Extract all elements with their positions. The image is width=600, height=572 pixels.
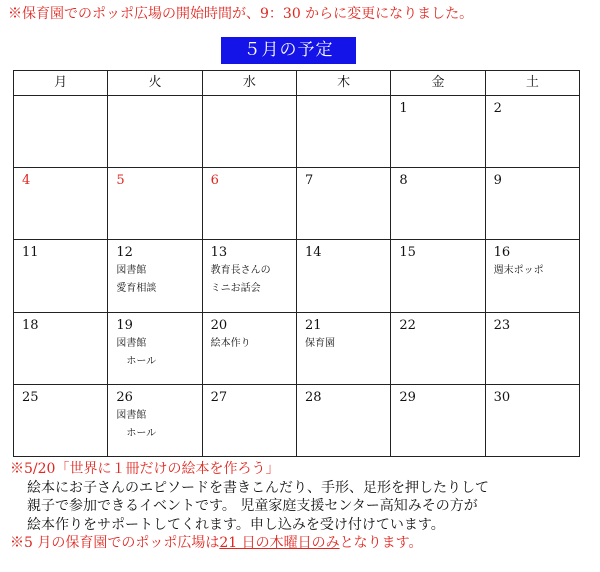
day-number: 28 [304, 389, 322, 405]
weekday-header: 月 [14, 71, 108, 96]
calendar-day-cell [108, 168, 202, 240]
event-notes-heading: ※5/20「世界に１冊だけの絵本を作ろう」 [10, 461, 280, 477]
final-notice-highlight: 21 日の木曜日のみ [219, 535, 340, 551]
event-label: 保育園 [304, 337, 335, 349]
calendar-day-cell [108, 240, 202, 312]
day-number: 8 [399, 173, 408, 189]
event-label: ホール [126, 427, 157, 439]
calendar-day-cell [202, 240, 296, 312]
final-notice [10, 535, 423, 551]
event-label: 愛育相談 [116, 283, 157, 295]
event-label: 週末ポッポ [493, 265, 544, 277]
calendar-day-cell [296, 96, 390, 168]
weekday-header: 火 [108, 71, 202, 96]
calendar-day-cell [485, 96, 579, 168]
event-label: ミニお話会 [210, 283, 261, 295]
day-number: 20 [210, 317, 228, 333]
day-number: 25 [22, 389, 39, 405]
day-number-holiday: 5 [116, 173, 125, 189]
calendar-day-cell [14, 384, 108, 456]
schedule-change-notice: ※保育園でのポッポ広場の開始時間が、9：30 からに変更になりました。 [8, 6, 474, 22]
event-notes-line: 親子で参加できるイベントです。 児童家庭支援センター高知みその方が [27, 498, 478, 514]
calendar-day-cell [202, 168, 296, 240]
day-number: 1 [399, 101, 408, 116]
event-notes-line: 絵本作りをサポートしてくれます。申し込みを受け付けています。 [27, 516, 445, 533]
calendar-day-cell [391, 96, 485, 168]
calendar-day-cell [391, 384, 485, 456]
day-number: 29 [399, 389, 416, 405]
day-number-holiday: 4 [22, 173, 31, 189]
calendar-day-cell [296, 312, 390, 384]
calendar-week-row [14, 384, 580, 456]
day-number: 18 [22, 317, 39, 333]
day-number: 30 [493, 389, 511, 405]
event-label: 図書館 [116, 409, 147, 421]
calendar-day-cell [108, 384, 202, 456]
day-number: 19 [116, 317, 133, 333]
weekday-header-row [14, 71, 580, 96]
weekday-header: 金 [391, 71, 485, 96]
final-notice-prefix: ※5 月の保育園でのポッポ広場は [10, 535, 220, 551]
calendar-week-row [14, 240, 580, 312]
day-number: 23 [493, 317, 511, 333]
calendar-day-cell [296, 168, 390, 240]
day-number: 26 [116, 389, 133, 405]
event-notes-line: 絵本にお子さんのエピソードを書きこんだり、手形、足形を押したりして [27, 479, 489, 496]
calendar-week-row [14, 168, 580, 240]
calendar-day-cell [108, 96, 202, 168]
day-number: 14 [304, 245, 322, 261]
calendar-week-row [14, 96, 580, 168]
event-label: 絵本作り [210, 337, 251, 349]
weekday-header: 土 [485, 71, 579, 96]
calendar-day-cell [14, 168, 108, 240]
event-label: 図書館 [116, 337, 147, 349]
day-number: 21 [304, 317, 322, 333]
day-number: 15 [399, 245, 416, 261]
day-number: 7 [304, 173, 314, 189]
calendar-day-cell [485, 384, 579, 456]
calendar-day-cell [108, 312, 202, 384]
day-number: 11 [22, 245, 39, 261]
day-number-holiday: 6 [210, 173, 219, 189]
event-label: 教育長さんの [210, 265, 271, 277]
calendar-day-cell [391, 312, 485, 384]
event-label: 図書館 [116, 265, 147, 277]
day-number: 9 [493, 173, 502, 189]
day-number: 27 [210, 389, 228, 405]
day-number: 12 [116, 245, 133, 261]
weekday-header: 木 [296, 71, 390, 96]
calendar-day-cell [14, 312, 108, 384]
calendar-table [13, 70, 580, 457]
day-number: 13 [210, 245, 228, 261]
calendar-day-cell [485, 240, 579, 312]
calendar-day-cell [202, 312, 296, 384]
calendar-day-cell [202, 96, 296, 168]
day-number: 22 [399, 317, 416, 333]
final-notice-suffix: となります。 [339, 535, 423, 551]
event-label: ホール [126, 355, 157, 367]
calendar-day-cell [391, 168, 485, 240]
calendar-day-cell [14, 96, 108, 168]
calendar-day-cell [296, 384, 390, 456]
event-notes [10, 460, 600, 553]
calendar-week-row [14, 312, 580, 384]
day-number: 16 [493, 245, 511, 261]
calendar-day-cell [14, 240, 108, 312]
calendar-day-cell [485, 312, 579, 384]
weekday-header: 水 [202, 71, 296, 96]
calendar-day-cell [391, 240, 485, 312]
day-number: 2 [493, 101, 502, 116]
calendar-day-cell [485, 168, 579, 240]
page-title: ５月の予定 [221, 37, 356, 64]
calendar-day-cell [202, 384, 296, 456]
calendar-day-cell [296, 240, 390, 312]
